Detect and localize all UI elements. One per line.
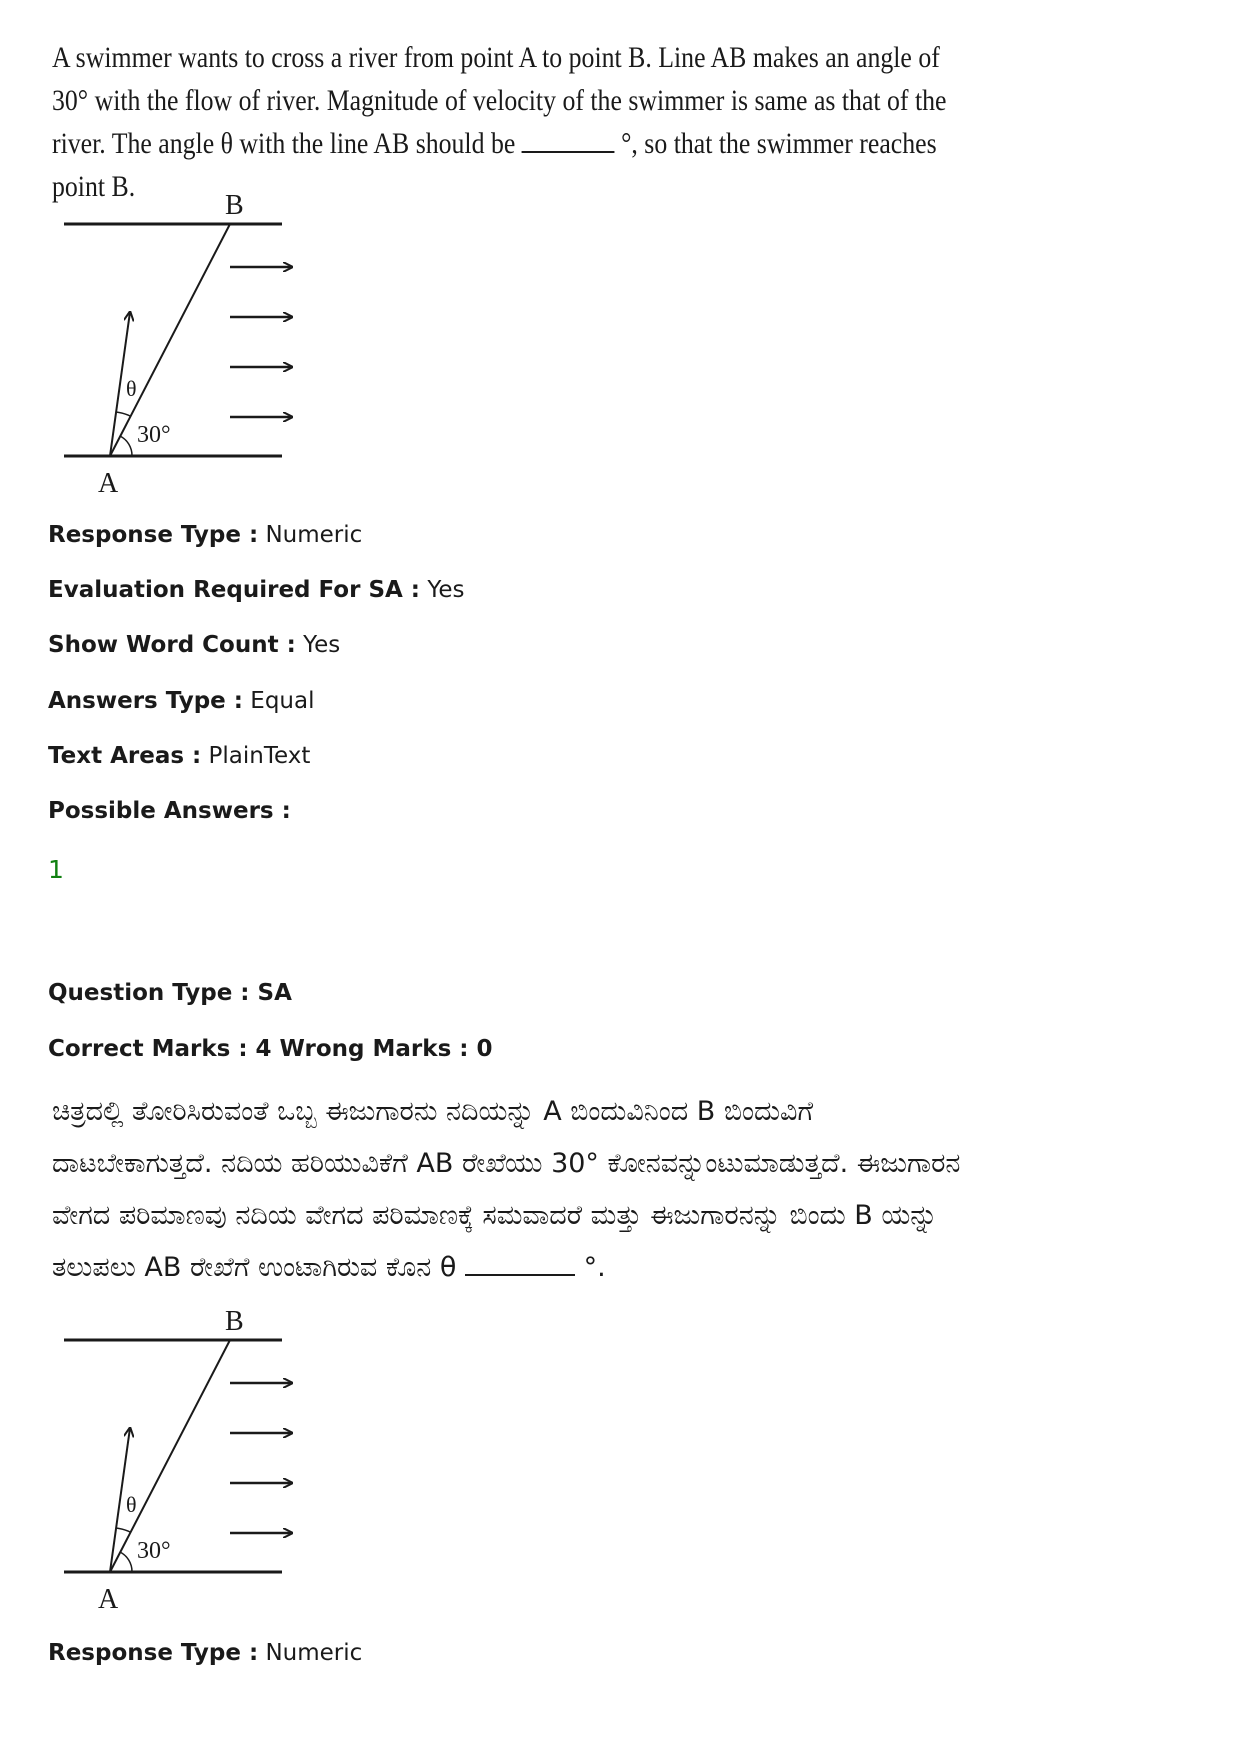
answers-type-value: Equal — [250, 688, 315, 714]
question-type-label: Question Type : SA — [48, 980, 292, 1006]
question-1-diagram — [60, 184, 310, 504]
show-word-count-label: Show Word Count : — [48, 632, 296, 658]
angle-30-arc — [120, 1552, 132, 1572]
label-30-degrees: 30° — [137, 1538, 171, 1564]
marks-label: Correct Marks : 4 Wrong Marks : 0 — [48, 1036, 493, 1062]
response-type-label: Response Type : — [48, 1640, 259, 1666]
response-type-row — [48, 522, 362, 548]
evaluation-required-value: Yes — [427, 577, 465, 603]
label-a: A — [98, 468, 119, 499]
show-word-count-row — [48, 632, 340, 658]
evaluation-required-row — [48, 577, 464, 603]
label-theta: θ — [126, 376, 137, 401]
response-type-label: Response Type : — [48, 522, 259, 548]
possible-answer-value: 1 — [48, 855, 64, 884]
angle-theta-arc — [116, 412, 130, 416]
angle-30-arc — [120, 436, 132, 456]
river-flow-arrows — [230, 267, 292, 417]
label-30-degrees: 30° — [137, 422, 171, 448]
answer-blank — [465, 1268, 575, 1276]
evaluation-required-label: Evaluation Required For SA : — [48, 577, 421, 603]
question-type-row — [48, 980, 292, 1006]
label-a: A — [98, 1584, 119, 1615]
response-type-row-2 — [48, 1640, 362, 1666]
label-b: B — [225, 190, 244, 221]
label-theta: θ — [126, 1492, 137, 1517]
question-1-text-part-2: °, so that the swimmer reaches point B. — [52, 127, 937, 203]
text-areas-row — [48, 743, 310, 769]
response-type-value: Numeric — [265, 1640, 363, 1666]
question-2-text-part-2: °. — [574, 1252, 606, 1283]
marks-row — [48, 1036, 492, 1062]
answer-blank — [522, 145, 615, 153]
question-1-text — [52, 36, 955, 208]
label-b: B — [225, 1306, 244, 1337]
response-type-value: Numeric — [265, 522, 363, 548]
text-areas-label: Text Areas : — [48, 743, 202, 769]
question-2-text-part-1: ಚಿತ್ರದಲ್ಲಿ ತೋರಿಸಿರುವಂತೆ ಒಬ್ಬ ಈಜುಗಾರನು ನದಿಯನ್ನು A ಬಿಂದುವಿನಿಂದ B ಬಿಂದುವಿಗೆ ದಾಟಬೇಕಾಗುತ್ತದೆ. ನದಿಯ ಹರಿಯುವಿಕೆಗೆ AB ರೇಖೆಯು 30° ಕೋನವನ್ನುಂಟುಮಾಡುತ್ತದೆ. ಈಜುಗಾರನ ವೇಗದ ಪರಿಮಾಣವು ನದಿಯ ವೇಗದ ಪರಿಮಾಣಕ್ಕೆ ಸಮವಾದರೆ ಮತ್ತು ಈಜುಗಾರನನ್ನು ಬಿಂದು B ಯನ್ನು ತಲುಪಲು AB ರೇಖೆಗೆ ಉಂಟಾಗಿರುವ ಕೊನ θ — [52, 1096, 961, 1283]
possible-answers-row — [48, 798, 291, 824]
question-1-text-part-1: A swimmer wants to cross a river from point A to point B. Line AB makes an angle of 30° with the flow of river. Magnitude of velocity of the swimmer is same as that of the river. The angle θ with the line AB should be — [52, 41, 947, 160]
answers-type-row — [48, 688, 315, 714]
question-2-text — [52, 1086, 962, 1294]
text-areas-value: PlainText — [208, 743, 311, 769]
river-flow-arrows — [230, 1383, 292, 1533]
question-2-diagram — [60, 1300, 310, 1620]
angle-theta-arc — [116, 1528, 130, 1532]
show-word-count-value: Yes — [303, 632, 341, 658]
possible-answers-label: Possible Answers : — [48, 798, 291, 824]
answers-type-label: Answers Type : — [48, 688, 243, 714]
